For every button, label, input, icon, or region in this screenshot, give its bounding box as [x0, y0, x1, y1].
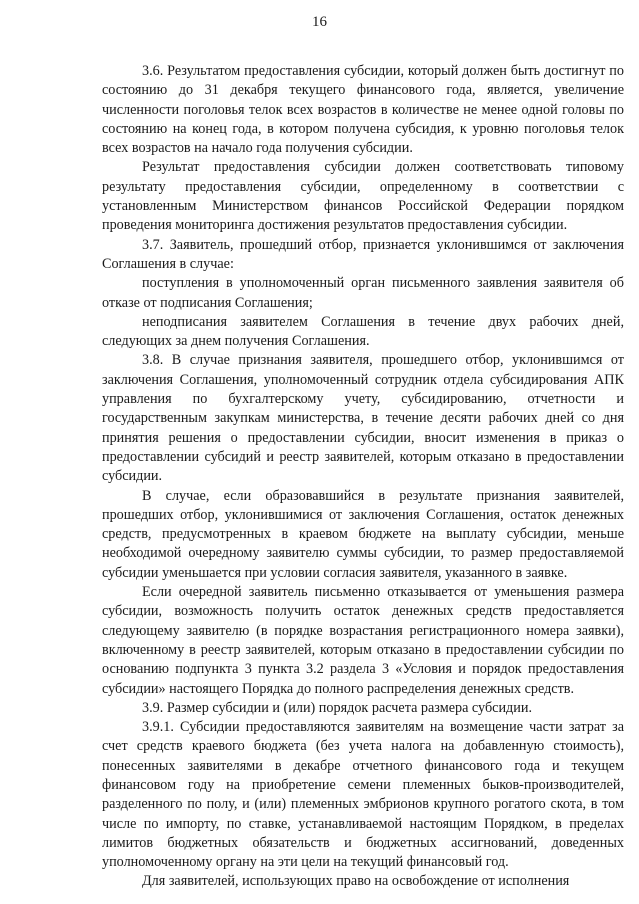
paragraph-3-6: 3.6. Результатом предоставления субсидии, который должен быть достигнут по состоянию до 31 декабря текущего финансового года, является, увеличение численности поголовья телок всех возрастов в количестве не менее одной головы по состоянию на конец года, в котором получена субсидия, к уровню поголовья телок всех возрастов на начало года получения субсидии.: [102, 63, 624, 157]
paragraph-not-signing: неподписания заявителем Соглашения в течение двух рабочих дней, следующих за днем получения Соглашения.: [102, 313, 624, 350]
paragraph-3-9-1: 3.9.1. Субсидии предоставляются заявителям на возмещение части затрат за счет средств краевого бюджета (без учета налога на добавленную стоимость), понесенных заявителями в декабре отчетного финансового года и текущем финансовом году на приобретение семени племенных быков-производителей, разделенного по полу, и (или) племенных эмбрионов крупного рогатого скота, в том числе по импорту, по ставке, устанавливаемой настоящим Порядком, в пределах лимитов бюджетных обязательств и бюджетных ассигнований, доведенных уполномоченному органу на эти цели на текущий финансовый год.: [102, 719, 624, 871]
page-number: 16: [312, 14, 327, 30]
paragraph-3-8: 3.8. В случае признания заявителя, прошедшего отбор, уклонившимся от заключения Соглашения, уполномоченный сотрудник отдела субсидирования АПК управления по бухгалтерскому учету, субсидированию, отчетности и государственным закупкам министерства, в течение десяти рабочих дней со дня принятия решения о предоставлении субсидии, вносит изменения в приказ о предоставлении субсидий и реестр заявителей, которым отказано в предоставлении субсидии.: [102, 352, 624, 485]
paragraph-applicant-refuses: Если очередной заявитель письменно отказывается от уменьшения размера субсидии, возможность получить остаток денежных средств предоставляется следующему заявителю (в порядке возрастания регистрационного номера заявки), включенному в реестр заявителей, которым отказано в предоставлении субсидии по основанию подпункта 3 пункта 3.2 раздела 3 «Условия и порядок предоставления субсидии» настоящего Порядка до полного распределения денежных средств.: [102, 584, 624, 697]
paragraph-3-9: 3.9. Размер субсидии и (или) порядок расчета размера субсидии.: [142, 699, 533, 716]
paragraph-exemption: Для заявителей, использующих право на освобождение от исполнения: [142, 873, 570, 890]
document-body: [102, 62, 624, 892]
paragraph-3-7: 3.7. Заявитель, прошедший отбор, признается уклонившимся от заключения Соглашения в случае:: [102, 236, 624, 272]
paragraph-result-compliance: Результат предоставления субсидии должен соответствовать типовому результату предоставления субсидии, определенному в соответствии с установленным Министерством финансов Российской Федерации порядком проведения мониторинга достижения результатов предоставления субсидии.: [102, 159, 624, 234]
paragraph-remaining-funds: В случае, если образовавшийся в результате признания заявителей, прошедших отбор, уклонившимися от заключения Соглашения, остаток денежных средств, предусмотренных в краевом бюджете на выплату субсидии, меньше необходимой очередному заявителю суммы субсидии, то размер предоставляемой субсидии уменьшается при условии согласия заявителя, указанного в заявке.: [102, 487, 624, 581]
paragraph-refusal-statement: поступления в уполномоченный орган письменного заявления заявителя об отказе от подписания Соглашения;: [102, 275, 624, 311]
